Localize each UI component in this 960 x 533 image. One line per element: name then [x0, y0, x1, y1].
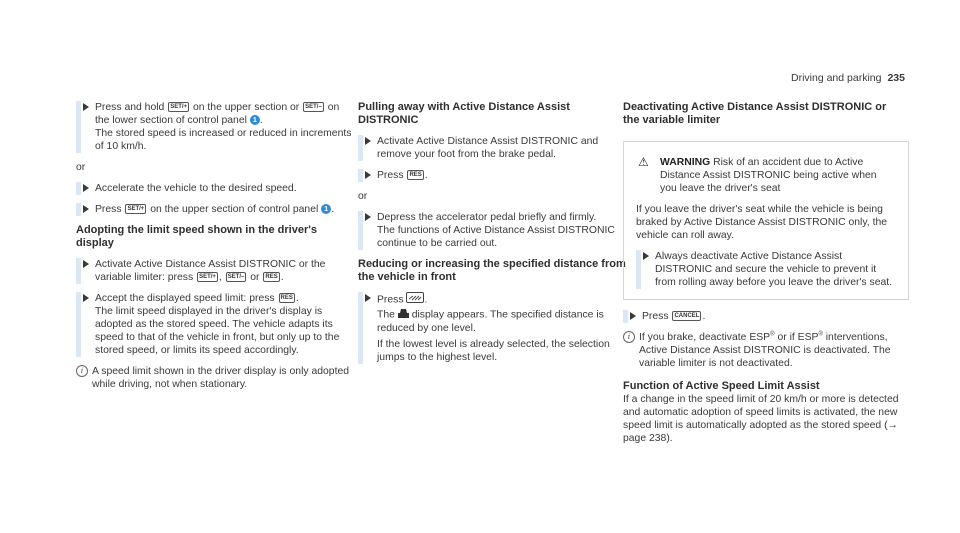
- instruction-step: [76, 292, 356, 357]
- set-plus-key-icon: SET/+: [199, 274, 216, 281]
- info-text: If you brake, deactivate ESP: [639, 332, 771, 343]
- reference-arrow-icon: →: [887, 420, 898, 431]
- step-text: display appears. The specified distance is reduced by one level.: [377, 309, 604, 334]
- step-arrow-icon: [643, 252, 649, 260]
- column-3: [623, 101, 903, 445]
- step-text: .: [424, 170, 428, 181]
- step-arrow-icon: [83, 103, 89, 111]
- cancel-key-icon: CANCEL: [674, 313, 700, 320]
- section-title: Driving and parking: [791, 72, 882, 84]
- step-text: .: [702, 311, 706, 322]
- step-arrow-icon: [83, 205, 89, 213]
- step-text: Activate Active Distance Assist DISTRONIC and remove your foot from the brake pedal.: [377, 136, 599, 160]
- section-heading: Deactivating Active Distance Assist DISTRONIC or the variable limiter: [623, 101, 887, 126]
- instruction-step: [358, 169, 626, 182]
- info-text: A speed limit shown in the driver display is only adopted while driving, not when stationary.: [92, 366, 350, 390]
- instruction-step: [623, 310, 903, 323]
- body-text: If a change in the speed limit of 20 km/h or more is detected and automatic adoption of speed limits is activated, the new speed limit is automatically adopted as the stored speed (: [623, 394, 899, 431]
- res-key-icon: RES: [280, 295, 293, 302]
- step-text: .: [424, 294, 428, 306]
- instruction-step: [76, 258, 356, 284]
- warning-body: If you leave the driver's seat while the vehicle is being braked by Active Distance Assist DISTRONIC only, the vehicle can roll away.: [636, 204, 888, 241]
- set-plus-key-icon: SET/+: [170, 104, 188, 111]
- instruction-step: [358, 211, 626, 250]
- section-heading: Reducing or increasing the specified distance from the vehicle in front: [358, 258, 626, 283]
- distance-display-icon: [398, 307, 409, 322]
- step-text: .: [331, 204, 335, 215]
- body-text: ).: [666, 433, 673, 444]
- step-text: .: [295, 293, 299, 304]
- step-text: or: [250, 272, 260, 283]
- step-text: Press: [377, 170, 404, 181]
- warning-header: [636, 156, 896, 195]
- step-arrow-icon: [630, 312, 636, 320]
- step-text: Press and hold: [95, 102, 165, 113]
- column-2: [358, 101, 626, 372]
- step-result: The stored speed is increased or reduced in increments of 10 km/h.: [95, 128, 352, 152]
- step-text: on the upper section or: [192, 102, 300, 113]
- set-minus-key-icon: SET/–: [227, 274, 245, 281]
- info-note: [76, 365, 356, 391]
- step-text: .: [259, 115, 263, 126]
- section-heading: Pulling away with Active Distance Assist DISTRONIC: [358, 101, 570, 126]
- res-key-icon: RES: [409, 172, 422, 179]
- callout-number: 1: [250, 115, 260, 125]
- step-arrow-icon: [83, 260, 89, 268]
- step-arrow-icon: [365, 137, 371, 145]
- instruction-step: [76, 101, 356, 153]
- step-text: Always deactivate Active Distance Assist DISTRONIC and secure the vehicle to prevent it from rolling away before you leave the driver's seat.: [655, 251, 893, 288]
- info-text: or if ESP: [777, 332, 819, 343]
- instruction-step: [636, 250, 896, 289]
- warning-text: Risk of an accident due to Active Distance Assist DISTRONIC being active when you leave the driver's seat: [660, 157, 877, 194]
- step-text: Press: [642, 311, 669, 322]
- step-text: on the upper section of control panel: [150, 204, 319, 215]
- step-arrow-icon: [365, 213, 371, 221]
- step-text: Press: [95, 204, 122, 215]
- step-arrow-icon: [365, 294, 371, 302]
- distance-key-icon: [406, 292, 424, 307]
- info-icon: i: [623, 331, 635, 343]
- step-text: The: [377, 309, 395, 321]
- step-arrow-icon: [83, 294, 89, 302]
- step-text: Accept the displayed speed limit: press: [95, 293, 275, 304]
- registered-mark: ®: [770, 331, 775, 338]
- instruction-step: [358, 135, 626, 161]
- step-text: Depress the accelerator pedal briefly and firmly.: [377, 212, 597, 223]
- page-reference-link[interactable]: page 238: [623, 433, 667, 444]
- info-icon: i: [76, 365, 88, 377]
- set-plus-key-icon: SET/+: [127, 206, 145, 213]
- body-paragraph: [623, 393, 903, 445]
- res-key-icon: RES: [265, 274, 278, 281]
- column-1: [76, 101, 356, 391]
- page-header: [791, 72, 905, 85]
- step-text: Activate Active Distance Assist DISTRONIC or the variable limiter: press: [95, 259, 326, 283]
- separator: ,: [218, 272, 222, 283]
- step-text: .: [280, 272, 284, 283]
- step-text: Accelerate the vehicle to the desired speed.: [95, 183, 297, 194]
- section-heading: Function of Active Speed Limit Assist: [623, 380, 820, 392]
- step-result: The limit speed displayed in the driver's display is adopted as the stored speed. The vehicle adapts its speed to that of the vehicle in front, but only up to the stored speed, or limits its speed accordingly.: [95, 306, 340, 356]
- instruction-step: [358, 292, 626, 364]
- step-arrow-icon: [83, 184, 89, 192]
- instruction-step: [76, 203, 356, 216]
- warning-triangle-icon: ⚠: [638, 155, 649, 169]
- step-arrow-icon: [365, 171, 371, 179]
- step-result: If the lowest level is already selected, the selection jumps to the highest level.: [377, 339, 610, 363]
- callout-number: 1: [321, 204, 331, 214]
- step-text: on the lower section of control panel: [95, 102, 340, 126]
- or-label: or: [76, 162, 86, 173]
- instruction-step: [76, 182, 356, 195]
- step-text: Press: [377, 294, 404, 306]
- or-label: or: [358, 191, 368, 202]
- set-minus-key-icon: SET/–: [305, 104, 322, 111]
- step-result: The functions of Active Distance Assist DISTRONIC continue to be carried out.: [377, 225, 615, 249]
- info-text: interventions, Active Distance Assist DISTRONIC is deactivated. The variable limiter is not deactivated.: [639, 332, 891, 369]
- info-note: [623, 331, 903, 370]
- section-heading: Adopting the limit speed shown in the driver's display: [76, 224, 317, 249]
- registered-mark: ®: [818, 331, 823, 338]
- warning-box: [623, 141, 909, 300]
- warning-label: WARNING: [660, 157, 711, 168]
- page-number: 235: [887, 72, 905, 84]
